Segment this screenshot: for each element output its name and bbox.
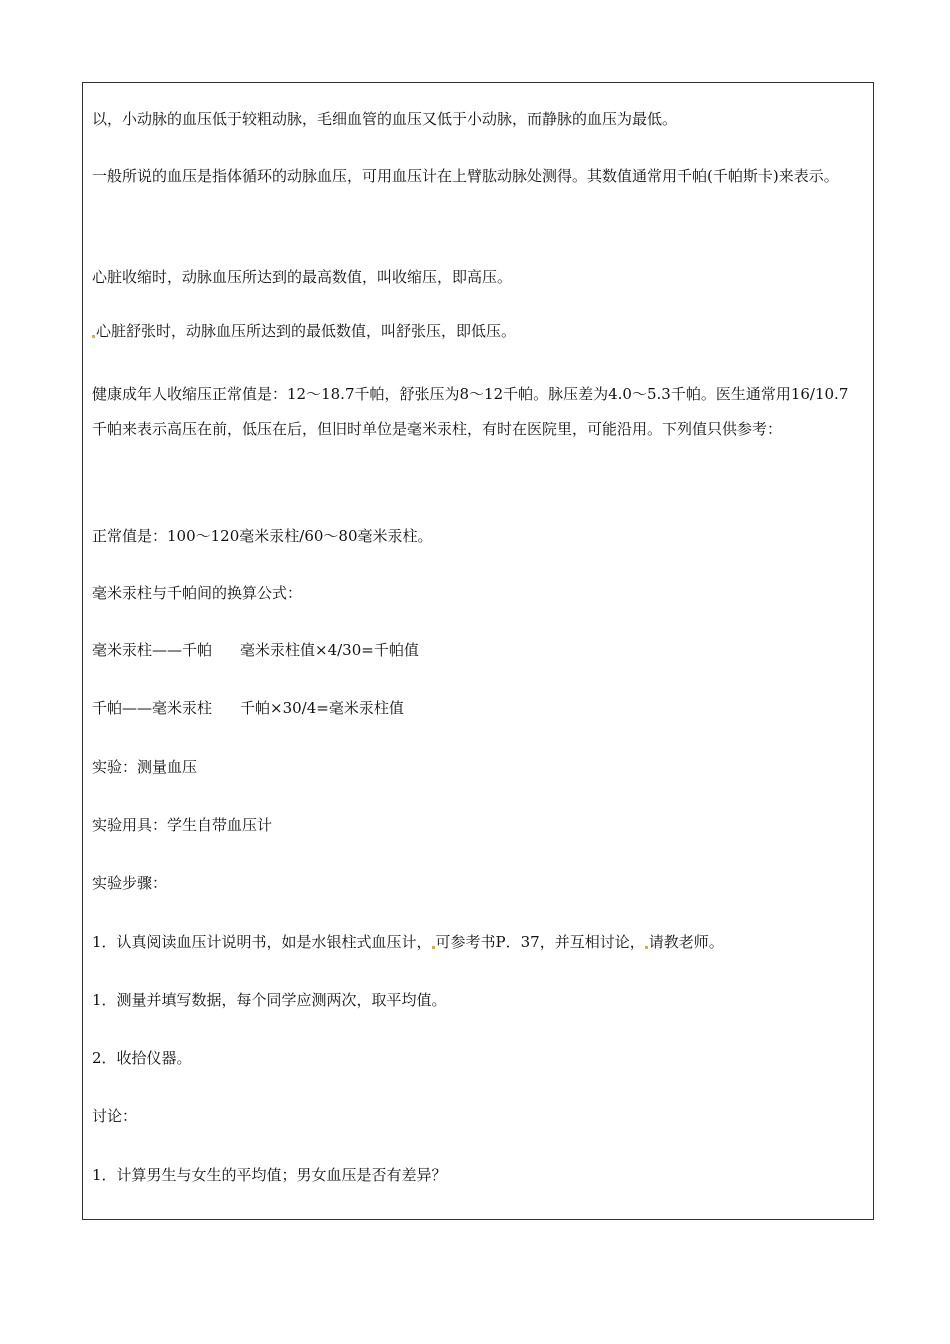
paragraph-normal-mmhg: 正常值是：100～120毫米汞柱/60～80毫米汞柱。: [92, 527, 433, 545]
paragraph-steps-title: 实验步骤：: [92, 874, 168, 892]
paragraph-discussion-title: 讨论：: [92, 1107, 138, 1125]
edit-mark-icon: [92, 335, 95, 338]
formula-expression: 千帕×30/4=毫米汞柱值: [240, 699, 404, 717]
step-text: 请教老师。: [648, 933, 724, 951]
paragraph-systolic: 心脏收缩时，动脉血压所达到的最高数值，叫收缩压，即高压。: [92, 268, 513, 286]
edit-mark-icon: [432, 946, 435, 949]
paragraph-diastolic: 心脏舒张时，动脉血压所达到的最低数值，叫舒张压，即低压。: [96, 322, 517, 340]
paragraph-normal-values: 健康成年人收缩压正常值是：12～18.7千帕，舒张压为8～12千帕。脉压差为4.0～5.3千帕。医生通常用16/10.7千帕来表示高压在前，低压在后，但旧时单位是毫米汞柱，有时在医院里，可能沿用。下列值只供参考：: [92, 385, 849, 438]
formula-mmhg-to-kpa: [92, 632, 862, 668]
step-measure: 1．测量并填写数据，每个同学应测两次，取平均值。: [92, 991, 447, 1009]
edit-mark-icon: [645, 946, 648, 949]
paragraph-experiment: 实验：测量血压: [92, 758, 198, 776]
step-cleanup: 2．收拾仪器。: [92, 1049, 192, 1067]
formula-label: 千帕——毫米汞柱: [92, 699, 213, 717]
paragraph-conversion-title: 毫米汞柱与千帕间的换算公式：: [92, 584, 303, 602]
formula-kpa-to-mmhg: [92, 690, 862, 726]
discussion-question-1: 1．计算男生与女生的平均值；男女血压是否有差异？: [92, 1166, 447, 1184]
formula-expression: 毫米汞柱值×4/30=千帕值: [240, 641, 419, 659]
step-text: 可参考书P．37，并互相讨论，: [435, 933, 645, 951]
paragraph-equipment: 实验用具：学生自带血压计: [92, 816, 273, 834]
paragraph-diastolic-wrapper: [92, 313, 862, 349]
step-read-manual: [92, 924, 862, 960]
step-text: 1．认真阅读血压计说明书，如是水银柱式血压计，: [92, 933, 432, 951]
paragraph-arteriole-pressure: 以，小动脉的血压低于较粗动脉，毛细血管的血压又低于小动脉，而静脉的血压为最低。: [92, 110, 678, 128]
formula-label: 毫米汞柱——千帕: [92, 641, 213, 659]
paragraph-blood-pressure-definition: 一般所说的血压是指体循环的动脉血压，可用血压计在上臂肱动脉处测得。其数值通常用千帕(千帕斯卡)来表示。: [92, 167, 839, 185]
